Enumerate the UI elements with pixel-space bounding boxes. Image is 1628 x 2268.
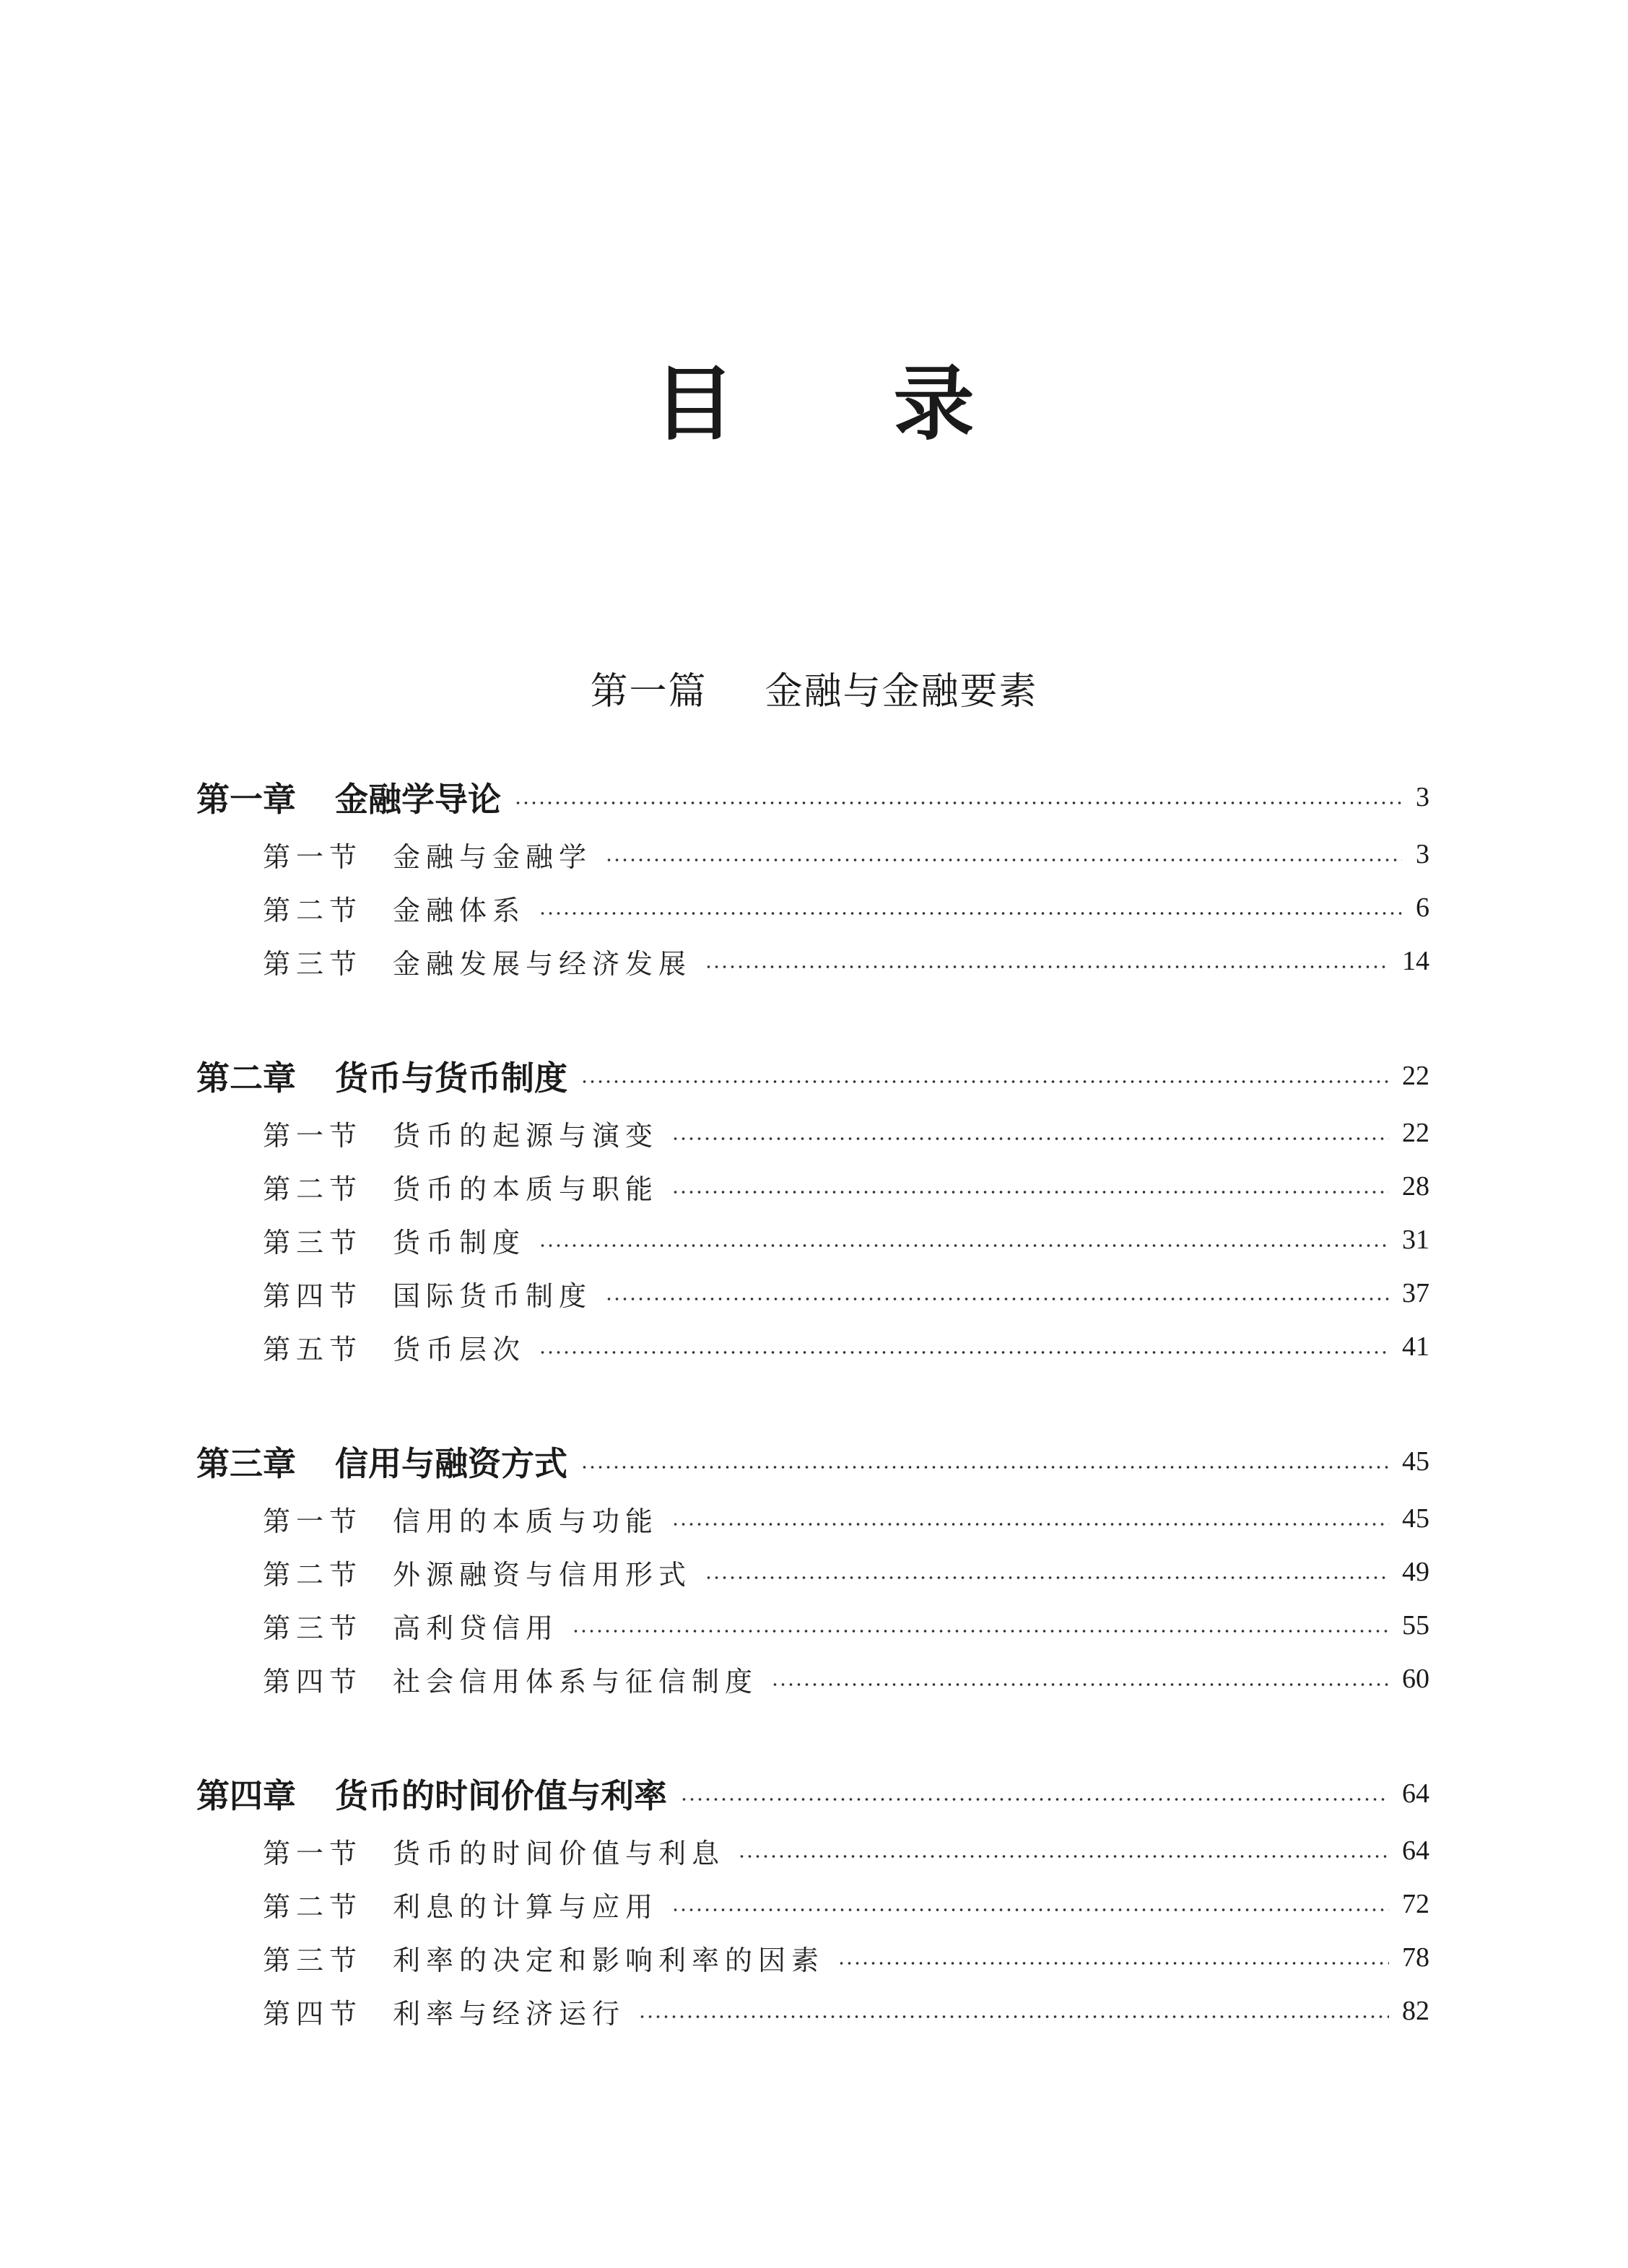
part-label: 第一篇 (590, 670, 708, 713)
section-page-number: 22 (1402, 1118, 1429, 1148)
section-page-number: 41 (1402, 1331, 1429, 1362)
dot-leader (605, 1298, 1389, 1300)
section-title: 货币的起源与演变 (393, 1119, 659, 1152)
section-page-number: 31 (1402, 1225, 1429, 1255)
section-title: 货币的本质与职能 (393, 1173, 659, 1205)
section-label: 第五节 (263, 1333, 363, 1365)
dot-leader (771, 1683, 1389, 1686)
section-entry[interactable] (196, 1213, 1429, 1266)
section-title: 利率的决定和影响利率的因素 (393, 1944, 825, 1976)
dot-leader (837, 1962, 1389, 1965)
chapter-page-number: 3 (1416, 782, 1429, 812)
section-title: 外源融资与信用形式 (393, 1558, 692, 1591)
chapter-entry[interactable] (196, 1046, 1429, 1106)
section-title: 信用的本质与功能 (393, 1505, 659, 1537)
section-title: 国际货币制度 (393, 1279, 593, 1312)
section-page-number: 6 (1416, 892, 1429, 923)
section-label: 第四节 (263, 1997, 363, 2030)
dot-leader (680, 1798, 1389, 1801)
page-title: 目录 (653, 357, 1133, 451)
section-page-number: 28 (1402, 1171, 1429, 1202)
section-page-number: 45 (1402, 1503, 1429, 1534)
section-entry[interactable] (196, 934, 1429, 988)
chapter-page-number: 45 (1402, 1446, 1429, 1477)
section-title: 货币层次 (393, 1333, 526, 1365)
chapter-label: 第三章 (196, 1444, 296, 1483)
chapter-title: 金融学导论 (335, 780, 501, 819)
section-entry[interactable] (196, 1160, 1429, 1213)
section-label: 第一节 (263, 1837, 363, 1869)
section-page-number: 78 (1402, 1942, 1429, 1973)
section-label: 第三节 (263, 1612, 363, 1644)
section-title: 金融发展与经济发展 (393, 947, 692, 980)
section-label: 第一节 (263, 1505, 363, 1537)
dot-leader (580, 1466, 1389, 1469)
section-page-number: 55 (1402, 1610, 1429, 1641)
chapter-page-number: 64 (1402, 1778, 1429, 1809)
part-name: 金融与金融要素 (765, 670, 1038, 713)
chapter-block (196, 1431, 1429, 1706)
section-entry[interactable] (196, 1492, 1429, 1545)
section-page-number: 64 (1402, 1835, 1429, 1866)
chapter-entry[interactable] (196, 1763, 1429, 1824)
section-page-number: 72 (1402, 1889, 1429, 1919)
section-entry[interactable] (196, 1545, 1429, 1599)
section-title: 货币的时间价值与利息 (393, 1837, 726, 1869)
section-title: 金融体系 (393, 894, 526, 926)
section-page-number: 3 (1416, 839, 1429, 869)
section-entry[interactable] (196, 1599, 1429, 1652)
chapter-block (196, 1763, 1429, 2038)
section-entry[interactable] (196, 1652, 1429, 1706)
chapter-label: 第四章 (196, 1776, 296, 1815)
dot-leader (671, 1523, 1389, 1526)
dot-leader (539, 1244, 1389, 1247)
chapter-block (196, 1046, 1429, 1373)
dot-leader (539, 912, 1402, 915)
dot-leader (572, 1630, 1389, 1633)
chapter-label: 第一章 (196, 780, 296, 819)
section-label: 第四节 (263, 1279, 363, 1312)
dot-leader (539, 1351, 1389, 1354)
section-title: 利率与经济运行 (393, 1997, 626, 2030)
chapter-title: 货币的时间价值与利率 (335, 1776, 667, 1815)
dot-leader (671, 1191, 1389, 1194)
dot-leader (705, 1576, 1389, 1579)
chapter-entry[interactable] (196, 767, 1429, 827)
section-label: 第二节 (263, 894, 363, 926)
chapter-page-number: 22 (1402, 1061, 1429, 1091)
section-label: 第三节 (263, 1944, 363, 1976)
section-entry[interactable] (196, 1106, 1429, 1160)
dot-leader (580, 1080, 1389, 1083)
section-title: 社会信用体系与征信制度 (393, 1665, 759, 1698)
table-of-contents (196, 767, 1429, 2095)
chapter-title: 货币与货币制度 (335, 1059, 567, 1098)
section-entry[interactable] (196, 1984, 1429, 2038)
dot-leader (638, 2015, 1389, 2018)
section-entry[interactable] (196, 1931, 1429, 1984)
chapter-title: 信用与融资方式 (335, 1444, 567, 1483)
dot-leader (671, 1137, 1389, 1140)
chapter-block (196, 767, 1429, 988)
section-page-number: 37 (1402, 1278, 1429, 1308)
section-label: 第三节 (263, 947, 363, 980)
section-title: 高利贷信用 (393, 1612, 560, 1644)
section-label: 第二节 (263, 1558, 363, 1591)
section-label: 第三节 (263, 1226, 363, 1259)
chapter-entry[interactable] (196, 1431, 1429, 1492)
section-label: 第二节 (263, 1173, 363, 1205)
section-page-number: 82 (1402, 1996, 1429, 2026)
dot-leader (738, 1855, 1389, 1858)
section-entry[interactable] (196, 1266, 1429, 1320)
section-label: 第一节 (263, 840, 363, 873)
section-page-number: 14 (1402, 946, 1429, 976)
section-label: 第二节 (263, 1890, 363, 1923)
section-page-number: 60 (1402, 1664, 1429, 1694)
section-label: 第一节 (263, 1119, 363, 1152)
section-entry[interactable] (196, 827, 1429, 881)
section-label: 第四节 (263, 1665, 363, 1698)
chapter-label: 第二章 (196, 1059, 296, 1098)
part-title (0, 663, 1628, 721)
dot-leader (605, 859, 1402, 861)
dot-leader (514, 801, 1402, 804)
section-entry[interactable] (196, 1824, 1429, 1877)
section-title: 金融与金融学 (393, 840, 593, 873)
dot-leader (671, 1908, 1389, 1911)
section-page-number: 49 (1402, 1557, 1429, 1587)
section-title: 利息的计算与应用 (393, 1890, 659, 1923)
dot-leader (705, 965, 1389, 968)
section-entry[interactable] (196, 881, 1429, 934)
section-entry[interactable] (196, 1877, 1429, 1931)
section-entry[interactable] (196, 1320, 1429, 1373)
section-title: 货币制度 (393, 1226, 526, 1259)
